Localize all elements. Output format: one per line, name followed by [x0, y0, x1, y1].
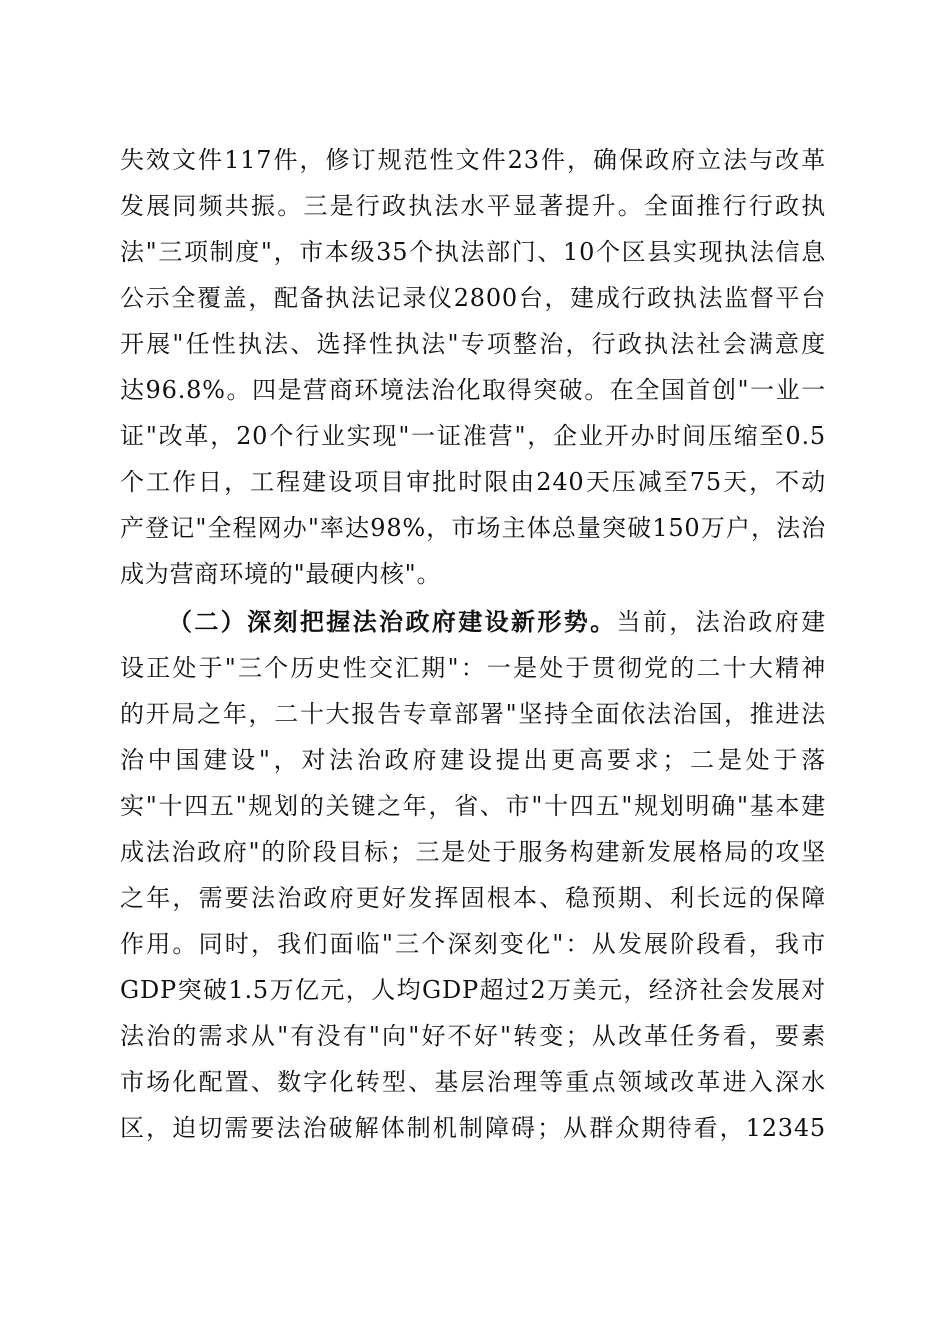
text-line: 作用。同时，我们面临"三个深刻变化"：从发展阶段看，我市 — [120, 930, 826, 958]
text-line: 之年，需要法治政府更好发挥固根本、稳预期、利长远的保障 — [120, 884, 826, 912]
section-first-line-text: 当前，法治政府建 — [616, 608, 826, 636]
text-line: 公示全覆盖，配备执法记录仪2800台，建成行政执法监督平台 — [120, 284, 826, 312]
text-line: 开展"任性执法、选择性执法"专项整治，行政执法社会满意度 — [120, 330, 826, 358]
text-line: 治中国建设"，对法治政府建设提出更高要求；二是处于落 — [120, 746, 826, 774]
text-line: 失效文件117件，修订规范性文件23件，确保政府立法与改革 — [120, 146, 826, 174]
text-line: 达96.8%。四是营商环境法治化取得突破。在全国首创"一业一 — [120, 376, 826, 404]
text-line: 产登记"全程网办"率达98%，市场主体总量突破150万户，法治 — [120, 514, 826, 542]
text-line: 的开局之年，二十大报告专章部署"坚持全面依法治国，推进法 — [120, 700, 826, 728]
text-line: 设正处于"三个历史性交汇期"：一是处于贯彻党的二十大精神 — [120, 654, 826, 682]
text-line: 发展同频共振。三是行政执法水平显著提升。全面推行行政执 — [120, 192, 826, 220]
text-line: GDP突破1.5万亿元，人均GDP超过2万美元，经济社会发展对 — [120, 976, 826, 1004]
text-line: 市场化配置、数字化转型、基层治理等重点领域改革进入深水 — [120, 1068, 826, 1096]
text-line: 法治的需求从"有没有"向"好不好"转变；从改革任务看，要素 — [120, 1022, 826, 1050]
text-line: 区，迫切需要法治破解体制机制障碍；从群众期待看，12345 — [120, 1114, 826, 1142]
section-first-line — [168, 602, 826, 642]
text-line: 实"十四五"规划的关键之年，省、市"十四五"规划明确"基本建 — [120, 792, 826, 820]
text-line: 成法治政府"的阶段目标；三是处于服务构建新发展格局的攻坚 — [120, 838, 826, 866]
text-line: 证"改革，20个行业实现"一证准营"，企业开办时间压缩至0.5 — [120, 422, 826, 450]
text-line: 法"三项制度"，市本级35个执法部门、10个区县实现执法信息 — [120, 238, 826, 266]
section-heading: （二）深刻把握法治政府建设新形势。 — [168, 607, 617, 636]
text-line: 个工作日，工程建设项目审批时限由240天压减至75天，不动 — [120, 468, 826, 496]
text-line: 成为营商环境的"最硬内核"。 — [120, 560, 442, 588]
